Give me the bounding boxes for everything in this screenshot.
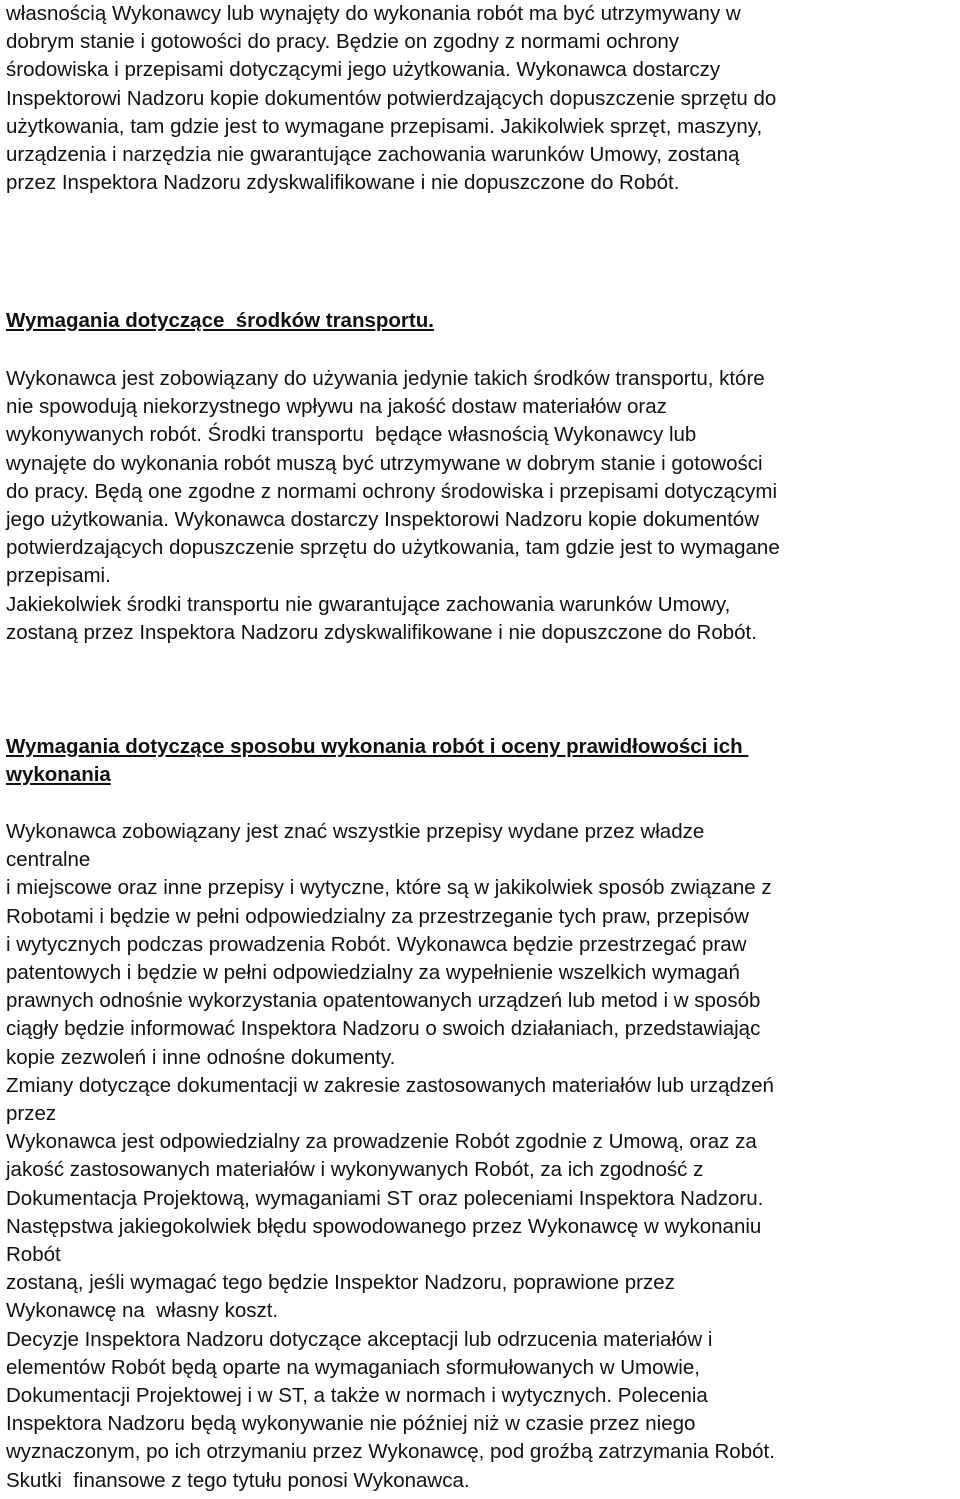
text-line: przez: [6, 1102, 57, 1126]
text-line: przepisami.: [6, 564, 111, 588]
text-line: Zmiany dotyczące dokumentacji w zakresie zastosowanych materiałów lub urządzeń: [6, 1073, 774, 1097]
text-line: Robót: [6, 1243, 61, 1267]
text-line: dobrym stanie i gotowości do pracy. Będzie on zgodny z normami ochrony: [6, 30, 680, 54]
heading-line: Wymagania dotyczące sposobu wykonania robót i oceny prawidłowości ich: [6, 735, 749, 758]
text-line: użytkowania, tam gdzie jest to wymagane przepisami. Jakikolwiek sprzęt, maszyny,: [6, 114, 763, 138]
text-line: Dokumentacja Projektową, wymaganiami ST oraz poleceniami Inspektora Nadzoru.: [6, 1186, 764, 1210]
text-line: kopie zezwoleń i inne odnośne dokumenty.: [6, 1045, 396, 1069]
text-line: Następstwa jakiegokolwiek błędu spowodowanego przez Wykonawcę w wykonaniu: [6, 1214, 762, 1238]
paragraph-execution: [6, 818, 960, 1495]
paragraph-transport: [6, 365, 960, 647]
text-line: elementów Robót będą oparte na wymaganiach sformułowanych w Umowie,: [6, 1355, 700, 1379]
text-line: nie spowodują niekorzystnego wpływu na jakość dostaw materiałów oraz: [6, 395, 667, 419]
text-line: potwierdzających dopuszczenie sprzętu do użytkowania, tam gdzie jest to wymagane: [6, 536, 780, 560]
text-line: Wykonawcę na własny koszt.: [6, 1299, 279, 1323]
text-line: Skutki finansowe z tego tytułu ponosi Wykonawca.: [6, 1468, 470, 1492]
text-line: przez Inspektora Nadzoru zdyskwalifikowane i nie dopuszczone do Robót.: [6, 171, 680, 195]
text-line: i miejscowe oraz inne przepisy i wytyczne, które są w jakikolwiek sposób związane z: [6, 876, 772, 900]
text-line: Inspektorowi Nadzoru kopie dokumentów potwierdzających dopuszczenie sprzętu do: [6, 86, 777, 110]
text-line: wynajęte do wykonania robót muszą być utrzymywane w dobrym stanie i gotowości: [6, 451, 763, 475]
text-line: centralne: [6, 848, 91, 872]
text-line: Inspektora Nadzoru będą wykonywanie nie później niż w czasie przez niego: [6, 1412, 696, 1436]
text-line: ciągły będzie informować Inspektora Nadzoru o swoich działaniach, przedstawiając: [6, 1017, 761, 1041]
text-line: Robotami i będzie w pełni odpowiedzialny za przestrzeganie tych praw, przepisów: [6, 904, 749, 928]
paragraph-equipment: [6, 0, 960, 197]
text-line: do pracy. Będą one zgodne z normami ochrony środowiska i przepisami dotyczącymi: [6, 479, 778, 503]
text-line: wykonywanych robót. Środki transportu będące własnością Wykonawcy lub: [6, 423, 697, 447]
text-line: i wytycznych podczas prowadzenia Robót. Wykonawca będzie przestrzegać praw: [6, 932, 747, 956]
text-line: Jakiekolwiek środki transportu nie gwarantujące zachowania warunków Umowy,: [6, 592, 731, 616]
text-line: wyznaczonym, po ich otrzymaniu przez Wykonawcę, pod groźbą zatrzymania Robót.: [6, 1440, 775, 1464]
text-line: prawnych odnośnie wykorzystania opatentowanych urządzeń lub metod i w sposób: [6, 989, 761, 1013]
text-line: zostaną przez Inspektora Nadzoru zdyskwalifikowane i nie dopuszczone do Robót.: [6, 620, 757, 644]
section-heading-transport: Wymagania dotyczące środków transportu.: [6, 309, 434, 332]
text-line: urządzenia i narzędzia nie gwarantujące zachowania warunków Umowy, zostaną: [6, 143, 740, 167]
section-heading-execution: [6, 733, 748, 789]
text-line: Dokumentacji Projektowej i w ST, a także w normach i wytycznych. Polecenia: [6, 1384, 708, 1408]
text-line: własnością Wykonawcy lub wynajęty do wykonania robót ma być utrzymywany w: [6, 2, 741, 25]
text-line: zostaną, jeśli wymagać tego będzie Inspektor Nadzoru, poprawione przez: [6, 1271, 675, 1295]
text-line: Decyzje Inspektora Nadzoru dotyczące akceptacji lub odrzucenia materiałów i: [6, 1327, 713, 1351]
text-line: jakość zastosowanych materiałów i wykonywanych Robót, za ich zgodność z: [6, 1158, 704, 1182]
text-line: Wykonawca jest odpowiedzialny za prowadzenie Robót zgodnie z Umową, oraz za: [6, 1130, 757, 1154]
text-line: Wykonawca jest zobowiązany do używania jedynie takich środków transportu, które: [6, 367, 765, 390]
text-line: jego użytkowania. Wykonawca dostarczy Inspektorowi Nadzoru kopie dokumentów: [6, 508, 759, 532]
text-line: środowiska i przepisami dotyczącymi jego użytkowania. Wykonawca dostarczy: [6, 58, 721, 82]
text-line: patentowych i będzie w pełni odpowiedzialny za wypełnienie wszelkich wymagań: [6, 961, 740, 985]
heading-line: wykonania: [6, 763, 111, 787]
text-line: Wykonawca zobowiązany jest znać wszystkie przepisy wydane przez władze: [6, 820, 705, 843]
